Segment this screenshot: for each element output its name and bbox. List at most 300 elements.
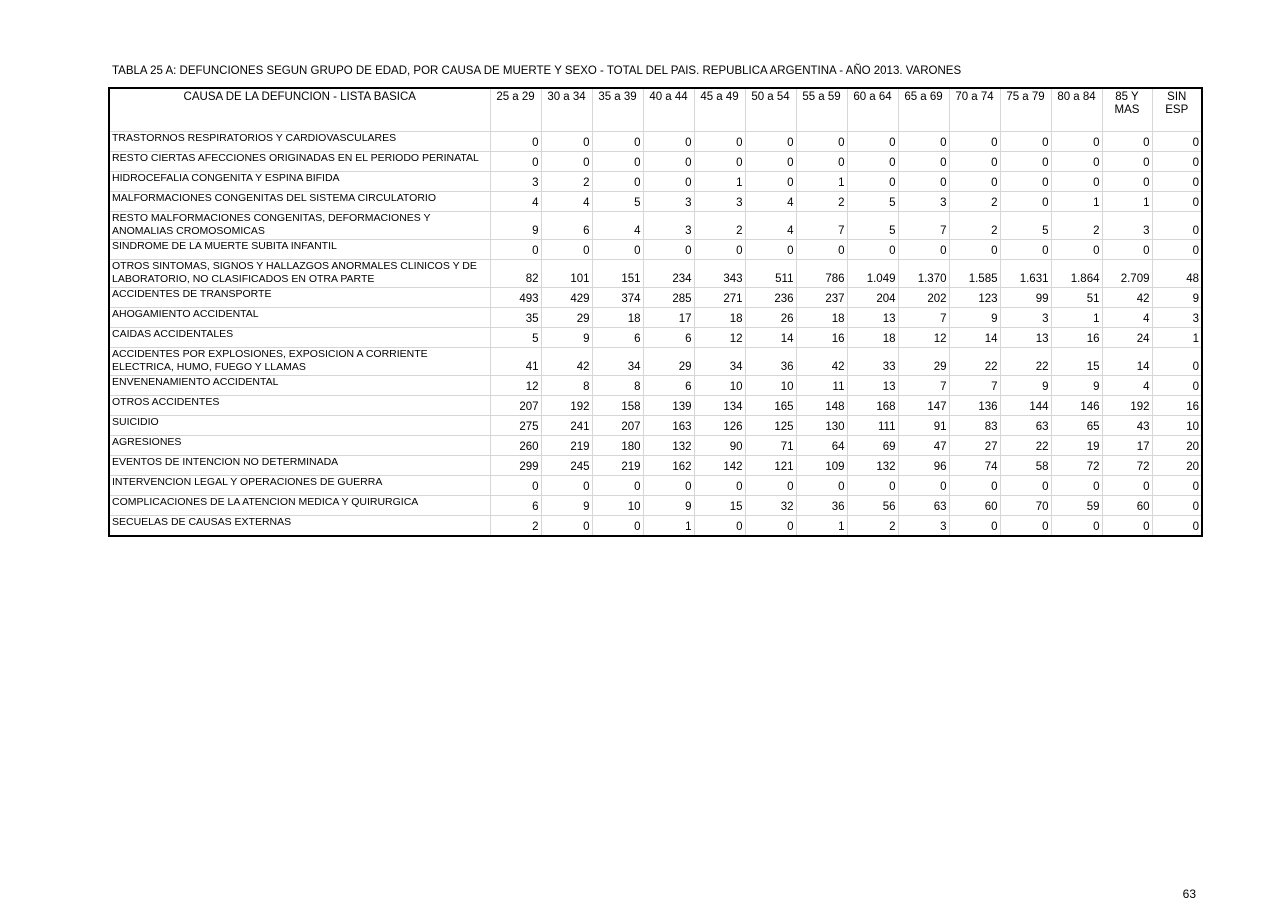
value-cell: 204 — [847, 288, 898, 308]
deaths-table — [108, 87, 1203, 537]
value-cell: 2 — [694, 212, 745, 240]
value-cell: 219 — [541, 436, 592, 456]
value-cell: 0 — [1152, 132, 1202, 152]
value-cell: 26 — [745, 308, 796, 328]
value-cell: 162 — [643, 456, 694, 476]
value-cell: 36 — [745, 348, 796, 376]
value-cell: 1 — [1051, 192, 1102, 212]
value-cell: 3 — [643, 212, 694, 240]
value-cell: 42 — [796, 348, 847, 376]
value-cell: 0 — [1152, 212, 1202, 240]
value-cell: 82 — [490, 260, 541, 288]
value-cell: 0 — [1152, 516, 1202, 537]
page-number: 63 — [1182, 887, 1196, 901]
value-cell: 69 — [847, 436, 898, 456]
value-cell: 14 — [1102, 348, 1152, 376]
header-age: 75 a 79 — [1000, 88, 1051, 132]
header-row — [109, 88, 1202, 132]
value-cell: 1 — [1152, 328, 1202, 348]
value-cell: 0 — [847, 240, 898, 260]
value-cell: 168 — [847, 396, 898, 416]
cause-cell: ENVENENAMIENTO ACCIDENTAL — [109, 376, 490, 396]
value-cell: 0 — [1000, 516, 1051, 537]
table-row — [109, 260, 1202, 288]
value-cell: 3 — [643, 192, 694, 212]
value-cell: 144 — [1000, 396, 1051, 416]
value-cell: 123 — [949, 288, 1000, 308]
value-cell: 29 — [541, 308, 592, 328]
value-cell: 1 — [1102, 192, 1152, 212]
value-cell: 17 — [1102, 436, 1152, 456]
value-cell: 207 — [490, 396, 541, 416]
value-cell: 16 — [1051, 328, 1102, 348]
value-cell: 207 — [592, 416, 643, 436]
cause-cell: OTROS ACCIDENTES — [109, 396, 490, 416]
value-cell: 0 — [1152, 240, 1202, 260]
value-cell: 126 — [694, 416, 745, 436]
value-cell: 9 — [643, 496, 694, 516]
value-cell: 109 — [796, 456, 847, 476]
table-row — [109, 376, 1202, 396]
value-cell: 29 — [898, 348, 949, 376]
value-cell: 343 — [694, 260, 745, 288]
value-cell: 0 — [1152, 192, 1202, 212]
value-cell: 0 — [745, 516, 796, 537]
value-cell: 36 — [796, 496, 847, 516]
value-cell: 99 — [1000, 288, 1051, 308]
header-age: SIN ESP — [1152, 88, 1202, 132]
value-cell: 147 — [898, 396, 949, 416]
value-cell: 192 — [1102, 396, 1152, 416]
value-cell: 0 — [1051, 172, 1102, 192]
value-cell: 0 — [847, 132, 898, 152]
header-age: 30 a 34 — [541, 88, 592, 132]
value-cell: 1 — [796, 172, 847, 192]
value-cell: 202 — [898, 288, 949, 308]
value-cell: 0 — [1152, 376, 1202, 396]
value-cell: 11 — [796, 376, 847, 396]
value-cell: 0 — [949, 476, 1000, 496]
value-cell: 260 — [490, 436, 541, 456]
value-cell: 48 — [1152, 260, 1202, 288]
value-cell: 125 — [745, 416, 796, 436]
cause-cell: RESTO MALFORMACIONES CONGENITAS, DEFORMACIONES Y ANOMALIAS CROMOSOMICAS — [109, 212, 490, 240]
value-cell: 6 — [643, 328, 694, 348]
value-cell: 0 — [541, 476, 592, 496]
value-cell: 7 — [949, 376, 1000, 396]
table-row — [109, 496, 1202, 516]
value-cell: 0 — [541, 516, 592, 537]
value-cell: 0 — [643, 172, 694, 192]
value-cell: 34 — [592, 348, 643, 376]
value-cell: 111 — [847, 416, 898, 436]
value-cell: 1.631 — [1000, 260, 1051, 288]
value-cell: 0 — [694, 476, 745, 496]
value-cell: 64 — [796, 436, 847, 456]
value-cell: 4 — [745, 192, 796, 212]
value-cell: 12 — [898, 328, 949, 348]
cause-cell: TRASTORNOS RESPIRATORIOS Y CARDIOVASCULARES — [109, 132, 490, 152]
value-cell: 1 — [643, 516, 694, 537]
value-cell: 0 — [898, 152, 949, 172]
value-cell: 0 — [796, 240, 847, 260]
value-cell: 10 — [745, 376, 796, 396]
value-cell: 12 — [694, 328, 745, 348]
cause-cell: MALFORMACIONES CONGENITAS DEL SISTEMA CIRCULATORIO — [109, 192, 490, 212]
value-cell: 22 — [1000, 436, 1051, 456]
header-age: 55 a 59 — [796, 88, 847, 132]
table-row — [109, 436, 1202, 456]
value-cell: 9 — [1152, 288, 1202, 308]
value-cell: 4 — [490, 192, 541, 212]
value-cell: 236 — [745, 288, 796, 308]
value-cell: 13 — [1000, 328, 1051, 348]
table-row — [109, 516, 1202, 537]
value-cell: 285 — [643, 288, 694, 308]
value-cell: 165 — [745, 396, 796, 416]
value-cell: 0 — [1051, 476, 1102, 496]
value-cell: 15 — [1051, 348, 1102, 376]
header-age: 85 Y MAS — [1102, 88, 1152, 132]
value-cell: 0 — [1102, 132, 1152, 152]
table-row — [109, 288, 1202, 308]
value-cell: 19 — [1051, 436, 1102, 456]
value-cell: 0 — [1051, 516, 1102, 537]
header-age: 45 a 49 — [694, 88, 745, 132]
value-cell: 0 — [1000, 152, 1051, 172]
value-cell: 9 — [541, 496, 592, 516]
value-cell: 3 — [1000, 308, 1051, 328]
value-cell: 71 — [745, 436, 796, 456]
value-cell: 0 — [1152, 172, 1202, 192]
value-cell: 0 — [1000, 240, 1051, 260]
cause-cell: SUICIDIO — [109, 416, 490, 436]
value-cell: 271 — [694, 288, 745, 308]
value-cell: 0 — [847, 172, 898, 192]
table-row — [109, 456, 1202, 476]
cause-cell: OTROS SINTOMAS, SIGNOS Y HALLAZGOS ANORMALES CLINICOS Y DE LABORATORIO, NO CLASIFICADOS EN OTRA PARTE — [109, 260, 490, 288]
value-cell: 0 — [745, 240, 796, 260]
value-cell: 0 — [1000, 476, 1051, 496]
value-cell: 0 — [490, 240, 541, 260]
value-cell: 493 — [490, 288, 541, 308]
value-cell: 4 — [1102, 308, 1152, 328]
value-cell: 60 — [1102, 496, 1152, 516]
value-cell: 29 — [643, 348, 694, 376]
value-cell: 34 — [694, 348, 745, 376]
value-cell: 0 — [847, 152, 898, 172]
value-cell: 35 — [490, 308, 541, 328]
value-cell: 0 — [745, 172, 796, 192]
table-row — [109, 416, 1202, 436]
value-cell: 51 — [1051, 288, 1102, 308]
table-row — [109, 476, 1202, 496]
value-cell: 18 — [694, 308, 745, 328]
value-cell: 2 — [1051, 212, 1102, 240]
value-cell: 6 — [643, 376, 694, 396]
value-cell: 192 — [541, 396, 592, 416]
cause-cell: COMPLICACIONES DE LA ATENCION MEDICA Y QUIRURGICA — [109, 496, 490, 516]
value-cell: 134 — [694, 396, 745, 416]
value-cell: 4 — [745, 212, 796, 240]
value-cell: 0 — [643, 152, 694, 172]
header-age: 40 a 44 — [643, 88, 694, 132]
table-row — [109, 192, 1202, 212]
value-cell: 63 — [898, 496, 949, 516]
value-cell: 96 — [898, 456, 949, 476]
value-cell: 0 — [1102, 152, 1152, 172]
value-cell: 0 — [490, 132, 541, 152]
value-cell: 1.049 — [847, 260, 898, 288]
value-cell: 9 — [541, 328, 592, 348]
value-cell: 60 — [949, 496, 1000, 516]
value-cell: 3 — [490, 172, 541, 192]
value-cell: 0 — [1152, 348, 1202, 376]
value-cell: 65 — [1051, 416, 1102, 436]
value-cell: 5 — [847, 192, 898, 212]
value-cell: 511 — [745, 260, 796, 288]
value-cell: 0 — [1051, 240, 1102, 260]
value-cell: 0 — [1102, 240, 1152, 260]
value-cell: 24 — [1102, 328, 1152, 348]
value-cell: 245 — [541, 456, 592, 476]
value-cell: 22 — [949, 348, 1000, 376]
value-cell: 2 — [949, 212, 1000, 240]
value-cell: 234 — [643, 260, 694, 288]
value-cell: 0 — [592, 152, 643, 172]
value-cell: 2 — [847, 516, 898, 537]
value-cell: 41 — [490, 348, 541, 376]
value-cell: 0 — [1152, 152, 1202, 172]
value-cell: 0 — [694, 240, 745, 260]
value-cell: 101 — [541, 260, 592, 288]
value-cell: 3 — [694, 192, 745, 212]
value-cell: 7 — [898, 212, 949, 240]
value-cell: 0 — [796, 476, 847, 496]
value-cell: 72 — [1051, 456, 1102, 476]
value-cell: 1.585 — [949, 260, 1000, 288]
value-cell: 2 — [949, 192, 1000, 212]
value-cell: 0 — [592, 240, 643, 260]
value-cell: 1.864 — [1051, 260, 1102, 288]
value-cell: 9 — [490, 212, 541, 240]
table-title: TABLA 25 A: DEFUNCIONES SEGUN GRUPO DE EDAD, POR CAUSA DE MUERTE Y SEXO - TOTAL DEL PAIS. REPUBLICA ARGENTINA - AÑO 2013. VARONES — [112, 65, 962, 77]
value-cell: 5 — [592, 192, 643, 212]
value-cell: 10 — [1152, 416, 1202, 436]
header-age: 50 a 54 — [745, 88, 796, 132]
value-cell: 58 — [1000, 456, 1051, 476]
value-cell: 146 — [1051, 396, 1102, 416]
value-cell: 1 — [1051, 308, 1102, 328]
value-cell: 10 — [694, 376, 745, 396]
value-cell: 158 — [592, 396, 643, 416]
value-cell: 139 — [643, 396, 694, 416]
value-cell: 0 — [898, 240, 949, 260]
value-cell: 47 — [898, 436, 949, 456]
value-cell: 1 — [796, 516, 847, 537]
value-cell: 20 — [1152, 436, 1202, 456]
value-cell: 10 — [592, 496, 643, 516]
value-cell: 121 — [745, 456, 796, 476]
value-cell: 63 — [1000, 416, 1051, 436]
value-cell: 14 — [745, 328, 796, 348]
value-cell: 0 — [1102, 516, 1152, 537]
value-cell: 56 — [847, 496, 898, 516]
header-age: 60 a 64 — [847, 88, 898, 132]
value-cell: 0 — [490, 476, 541, 496]
value-cell: 27 — [949, 436, 1000, 456]
value-cell: 0 — [592, 476, 643, 496]
value-cell: 0 — [1000, 192, 1051, 212]
value-cell: 0 — [541, 132, 592, 152]
value-cell: 7 — [898, 308, 949, 328]
value-cell: 3 — [898, 516, 949, 537]
value-cell: 0 — [949, 132, 1000, 152]
value-cell: 374 — [592, 288, 643, 308]
value-cell: 0 — [694, 516, 745, 537]
value-cell: 142 — [694, 456, 745, 476]
value-cell: 74 — [949, 456, 1000, 476]
value-cell: 241 — [541, 416, 592, 436]
value-cell: 13 — [847, 308, 898, 328]
value-cell: 0 — [898, 132, 949, 152]
value-cell: 237 — [796, 288, 847, 308]
value-cell: 2 — [796, 192, 847, 212]
table-row — [109, 172, 1202, 192]
value-cell: 299 — [490, 456, 541, 476]
header-cause: CAUSA DE LA DEFUNCION - LISTA BASICA — [109, 88, 490, 132]
value-cell: 20 — [1152, 456, 1202, 476]
table-row — [109, 152, 1202, 172]
value-cell: 148 — [796, 396, 847, 416]
value-cell: 0 — [1152, 496, 1202, 516]
value-cell: 0 — [1000, 132, 1051, 152]
value-cell: 0 — [847, 476, 898, 496]
value-cell: 0 — [1152, 476, 1202, 496]
value-cell: 2.709 — [1102, 260, 1152, 288]
value-cell: 59 — [1051, 496, 1102, 516]
value-cell: 0 — [643, 240, 694, 260]
value-cell: 3 — [898, 192, 949, 212]
value-cell: 0 — [949, 516, 1000, 537]
cause-cell: SECUELAS DE CAUSAS EXTERNAS — [109, 516, 490, 537]
value-cell: 90 — [694, 436, 745, 456]
value-cell: 22 — [1000, 348, 1051, 376]
value-cell: 0 — [1051, 152, 1102, 172]
value-cell: 0 — [898, 172, 949, 192]
table-row — [109, 132, 1202, 152]
table-row — [109, 396, 1202, 416]
value-cell: 16 — [1152, 396, 1202, 416]
header-age: 80 a 84 — [1051, 88, 1102, 132]
cause-cell: RESTO CIERTAS AFECCIONES ORIGINADAS EN EL PERIODO PERINATAL — [109, 152, 490, 172]
value-cell: 0 — [1051, 132, 1102, 152]
table-row — [109, 212, 1202, 240]
value-cell: 2 — [490, 516, 541, 537]
value-cell: 4 — [1102, 376, 1152, 396]
value-cell: 0 — [949, 172, 1000, 192]
value-cell: 0 — [949, 152, 1000, 172]
cause-cell: SINDROME DE LA MUERTE SUBITA INFANTIL — [109, 240, 490, 260]
value-cell: 17 — [643, 308, 694, 328]
value-cell: 3 — [1102, 212, 1152, 240]
value-cell: 429 — [541, 288, 592, 308]
table-row — [109, 240, 1202, 260]
value-cell: 32 — [745, 496, 796, 516]
value-cell: 7 — [898, 376, 949, 396]
value-cell: 132 — [643, 436, 694, 456]
cause-cell: ACCIDENTES DE TRANSPORTE — [109, 288, 490, 308]
value-cell: 6 — [541, 212, 592, 240]
value-cell: 5 — [847, 212, 898, 240]
value-cell: 1.370 — [898, 260, 949, 288]
value-cell: 0 — [745, 152, 796, 172]
value-cell: 13 — [847, 376, 898, 396]
value-cell: 132 — [847, 456, 898, 476]
value-cell: 151 — [592, 260, 643, 288]
header-age: 35 a 39 — [592, 88, 643, 132]
cause-cell: CAIDAS ACCIDENTALES — [109, 328, 490, 348]
value-cell: 0 — [592, 172, 643, 192]
value-cell: 0 — [541, 240, 592, 260]
value-cell: 0 — [592, 132, 643, 152]
value-cell: 180 — [592, 436, 643, 456]
value-cell: 4 — [592, 212, 643, 240]
header-age: 70 a 74 — [949, 88, 1000, 132]
value-cell: 2 — [541, 172, 592, 192]
table-row — [109, 308, 1202, 328]
value-cell: 0 — [643, 132, 694, 152]
value-cell: 83 — [949, 416, 1000, 436]
value-cell: 42 — [1102, 288, 1152, 308]
value-cell: 6 — [490, 496, 541, 516]
cause-cell: AGRESIONES — [109, 436, 490, 456]
value-cell: 9 — [1000, 376, 1051, 396]
value-cell: 5 — [1000, 212, 1051, 240]
value-cell: 163 — [643, 416, 694, 436]
value-cell: 0 — [490, 152, 541, 172]
value-cell: 0 — [949, 240, 1000, 260]
cause-cell: ACCIDENTES POR EXPLOSIONES, EXPOSICION A CORRIENTE ELECTRICA, HUMO, FUEGO Y LLAMAS — [109, 348, 490, 376]
value-cell: 786 — [796, 260, 847, 288]
value-cell: 0 — [1000, 172, 1051, 192]
table-row — [109, 328, 1202, 348]
value-cell: 275 — [490, 416, 541, 436]
value-cell: 136 — [949, 396, 1000, 416]
value-cell: 1 — [694, 172, 745, 192]
value-cell: 130 — [796, 416, 847, 436]
value-cell: 18 — [796, 308, 847, 328]
value-cell: 0 — [796, 152, 847, 172]
value-cell: 70 — [1000, 496, 1051, 516]
value-cell: 33 — [847, 348, 898, 376]
value-cell: 0 — [694, 132, 745, 152]
value-cell: 4 — [541, 192, 592, 212]
value-cell: 0 — [1102, 172, 1152, 192]
value-cell: 0 — [796, 132, 847, 152]
value-cell: 72 — [1102, 456, 1152, 476]
value-cell: 0 — [694, 152, 745, 172]
value-cell: 5 — [490, 328, 541, 348]
value-cell: 0 — [898, 476, 949, 496]
cause-cell: INTERVENCION LEGAL Y OPERACIONES DE GUERRA — [109, 476, 490, 496]
value-cell: 0 — [1102, 476, 1152, 496]
cause-cell: EVENTOS DE INTENCION NO DETERMINADA — [109, 456, 490, 476]
table-row — [109, 348, 1202, 376]
header-age: 25 a 29 — [490, 88, 541, 132]
value-cell: 9 — [949, 308, 1000, 328]
value-cell: 6 — [592, 328, 643, 348]
